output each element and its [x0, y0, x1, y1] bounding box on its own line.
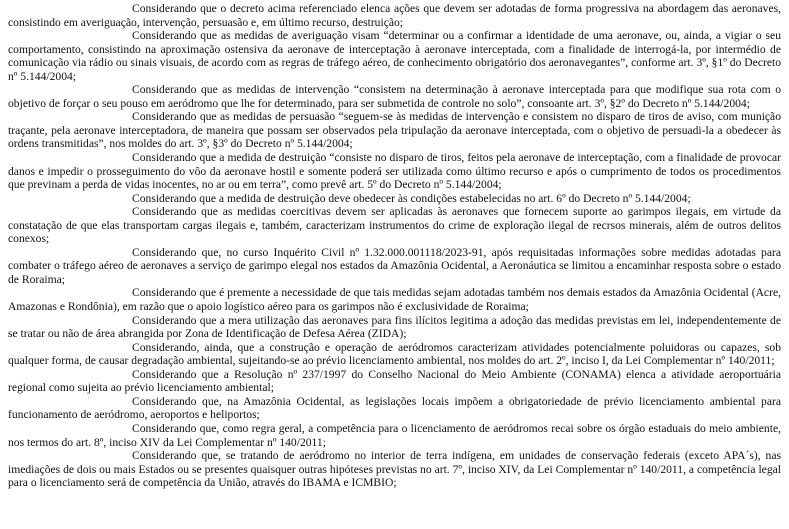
paragraph-intervencao: Considerando que as medidas de intervenção “consistem na determinação à aeronave interceptada para que modifique sua rota com o objetivo de forçar o seu pouso em aeródromo que lhe for determinado, para ser submetida de controle no solo”, consoante art. 3º, §2º do Decreto nº 5.144/2004; — [8, 83, 781, 110]
paragraph-decree-actions: Considerando que o decreto acima referenciado elenca ações que devem ser adotadas de forma progressiva na abordagem das aeronaves, consistindo em averiguação, intervenção, persuasão e, em último recurso, destruição; — [8, 2, 781, 29]
paragraph-conama: Considerando que a Resolução nº 237/1997 do Conselho Nacional do Meio Ambiente (CONAMA) elenca a atividade aeroportuária regional como sujeita ao prévio licenciamento ambiental; — [8, 367, 781, 395]
paragraph-degradacao-ambiental: Considerando, ainda, que a construção e operação de aeródromos caracterizam atividades potencialmente poluidoras ou capazes, sob qualquer forma, de causar degradação ambiental, sujeitando-se ao prévio licenciamento ambiental, nos moldes do art. 2º, inciso I, da Lei Complementar nº 140/2011; — [8, 340, 781, 368]
paragraph-medidas-coercitivas: Considerando que as medidas coercitivas devem ser aplicadas às aeronaves que fornecem suporte ao garimpos ilegais, em virtude da constatação de que elas transportam cargas ilegais e, também, caracterizam instrumentos do crime de exploração ilegal de recrsos minerais, além de outros delitos conexos; — [8, 205, 781, 246]
paragraph-legislacoes-locais: Considerando que, na Amazônia Ocidental, as legislações locais impõem a obrigatoriedade de prévio licenciamento ambiental para funcionamento de aeródromo, aeroportos e heliportos; — [8, 394, 781, 422]
paragraph-inquerito-civil: Considerando que, no curso Inquérito Civil nº 1.32.000.001118/2023-91, após requisitadas informações sobre medidas adotadas para combater o tráfego aéreo de aeronaves a serviço de garimpo elegal nos estados da Amazônia Ocidental, a Aeronáutica se limitou a encaminhar resposta sobre o estado de Roraima; — [8, 245, 781, 286]
paragraph-zida: Considerando que a mera utilização das aeronaves para fins ilícitos legitima a adoção das medidas previstas em lei, independentemente de se tratar ou não de área abrangida por Zona de Identificação de Defesa Aérea (ZIDA); — [8, 313, 781, 341]
paragraph-competencia-uniao: Considerando que, se tratando de aeródromo no interior de terra indígena, em unidades de conservação federais (exceto APA´s), nas imediações de dois ou mais Estados ou se presentes quaisquer outras hipóteses previstas no art. 7º, inciso XIV, da Lei Complementar nº 140/2011, a competência legal para o licenciamento será de competência da União, através do IBAMA e ICMBIO; — [8, 449, 781, 490]
paragraph-averiguacao: Considerando que as medidas de averiguação visam “determinar ou a confirmar a identidade de uma aeronave, ou, ainda, a vigiar o seu comportamento, consistindo na aproximação ostensiva da aeronave de interceptação à aeronave interceptada, com a finalidade de interrogá-la, por intermédio de comunicação via rádio ou sinais visuais, de acordo com as regras de tráfego aéreo, de conhecimento obrigatório dos aeronavegantes”, conforme art. 3º, §1º do Decreto nº 5.144/2004; — [8, 29, 781, 83]
paragraph-competencia-estadual: Considerando que, como regra geral, a competência para o licenciamento de aeródromos recai sobre os órgão estaduais do meio ambiente, nos termos do art. 8º, inciso XIV da Lei Complementar nº 140/2011; — [8, 421, 781, 449]
paragraph-destruicao: Considerando que a medida de destruição “consiste no disparo de tiros, feitos pela aeronave de interceptação, com a finalidade de provocar danos e impedir o prosseguimento do vôo da aeronave hostil e somente poderá ser utilizada como último recurso e após o cumprimento de todos os procedimentos que previnam a perda de vidas inocentes, no ar ou em terra”, como prevê art. 5º do Decreto nº 5.144/2004; — [8, 151, 781, 192]
paragraph-persuasao: Considerando que as medidas de persuasão “seguem-se às medidas de intervenção e consistem no disparo de tiros de aviso, com munição traçante, pela aeronave interceptadora, de maneira que possam ser observados pela tripulação da aeronave interceptada, com o objetivo de persuadi-la a obedecer às ordens transmitidas”, nos moldes do art. 3º, §3º do Decreto nº 5.144/2004; — [8, 110, 781, 151]
paragraph-destruicao-condicoes: Considerando que a medida de destruição deve obedecer às condições estabelecidas no art. 6º do Decreto nº 5.144/2004; — [132, 191, 691, 205]
paragraph-amazonia-ocidental: Considerando que é premente a necessidade de que tais medidas sejam adotadas também nos demais estados da Amazônia Ocidental (Acre, Amazonas e Rondônia), em razão que o apoio logístico aéreo para os garimpos não é exclusividade de Roraima; — [8, 286, 781, 314]
